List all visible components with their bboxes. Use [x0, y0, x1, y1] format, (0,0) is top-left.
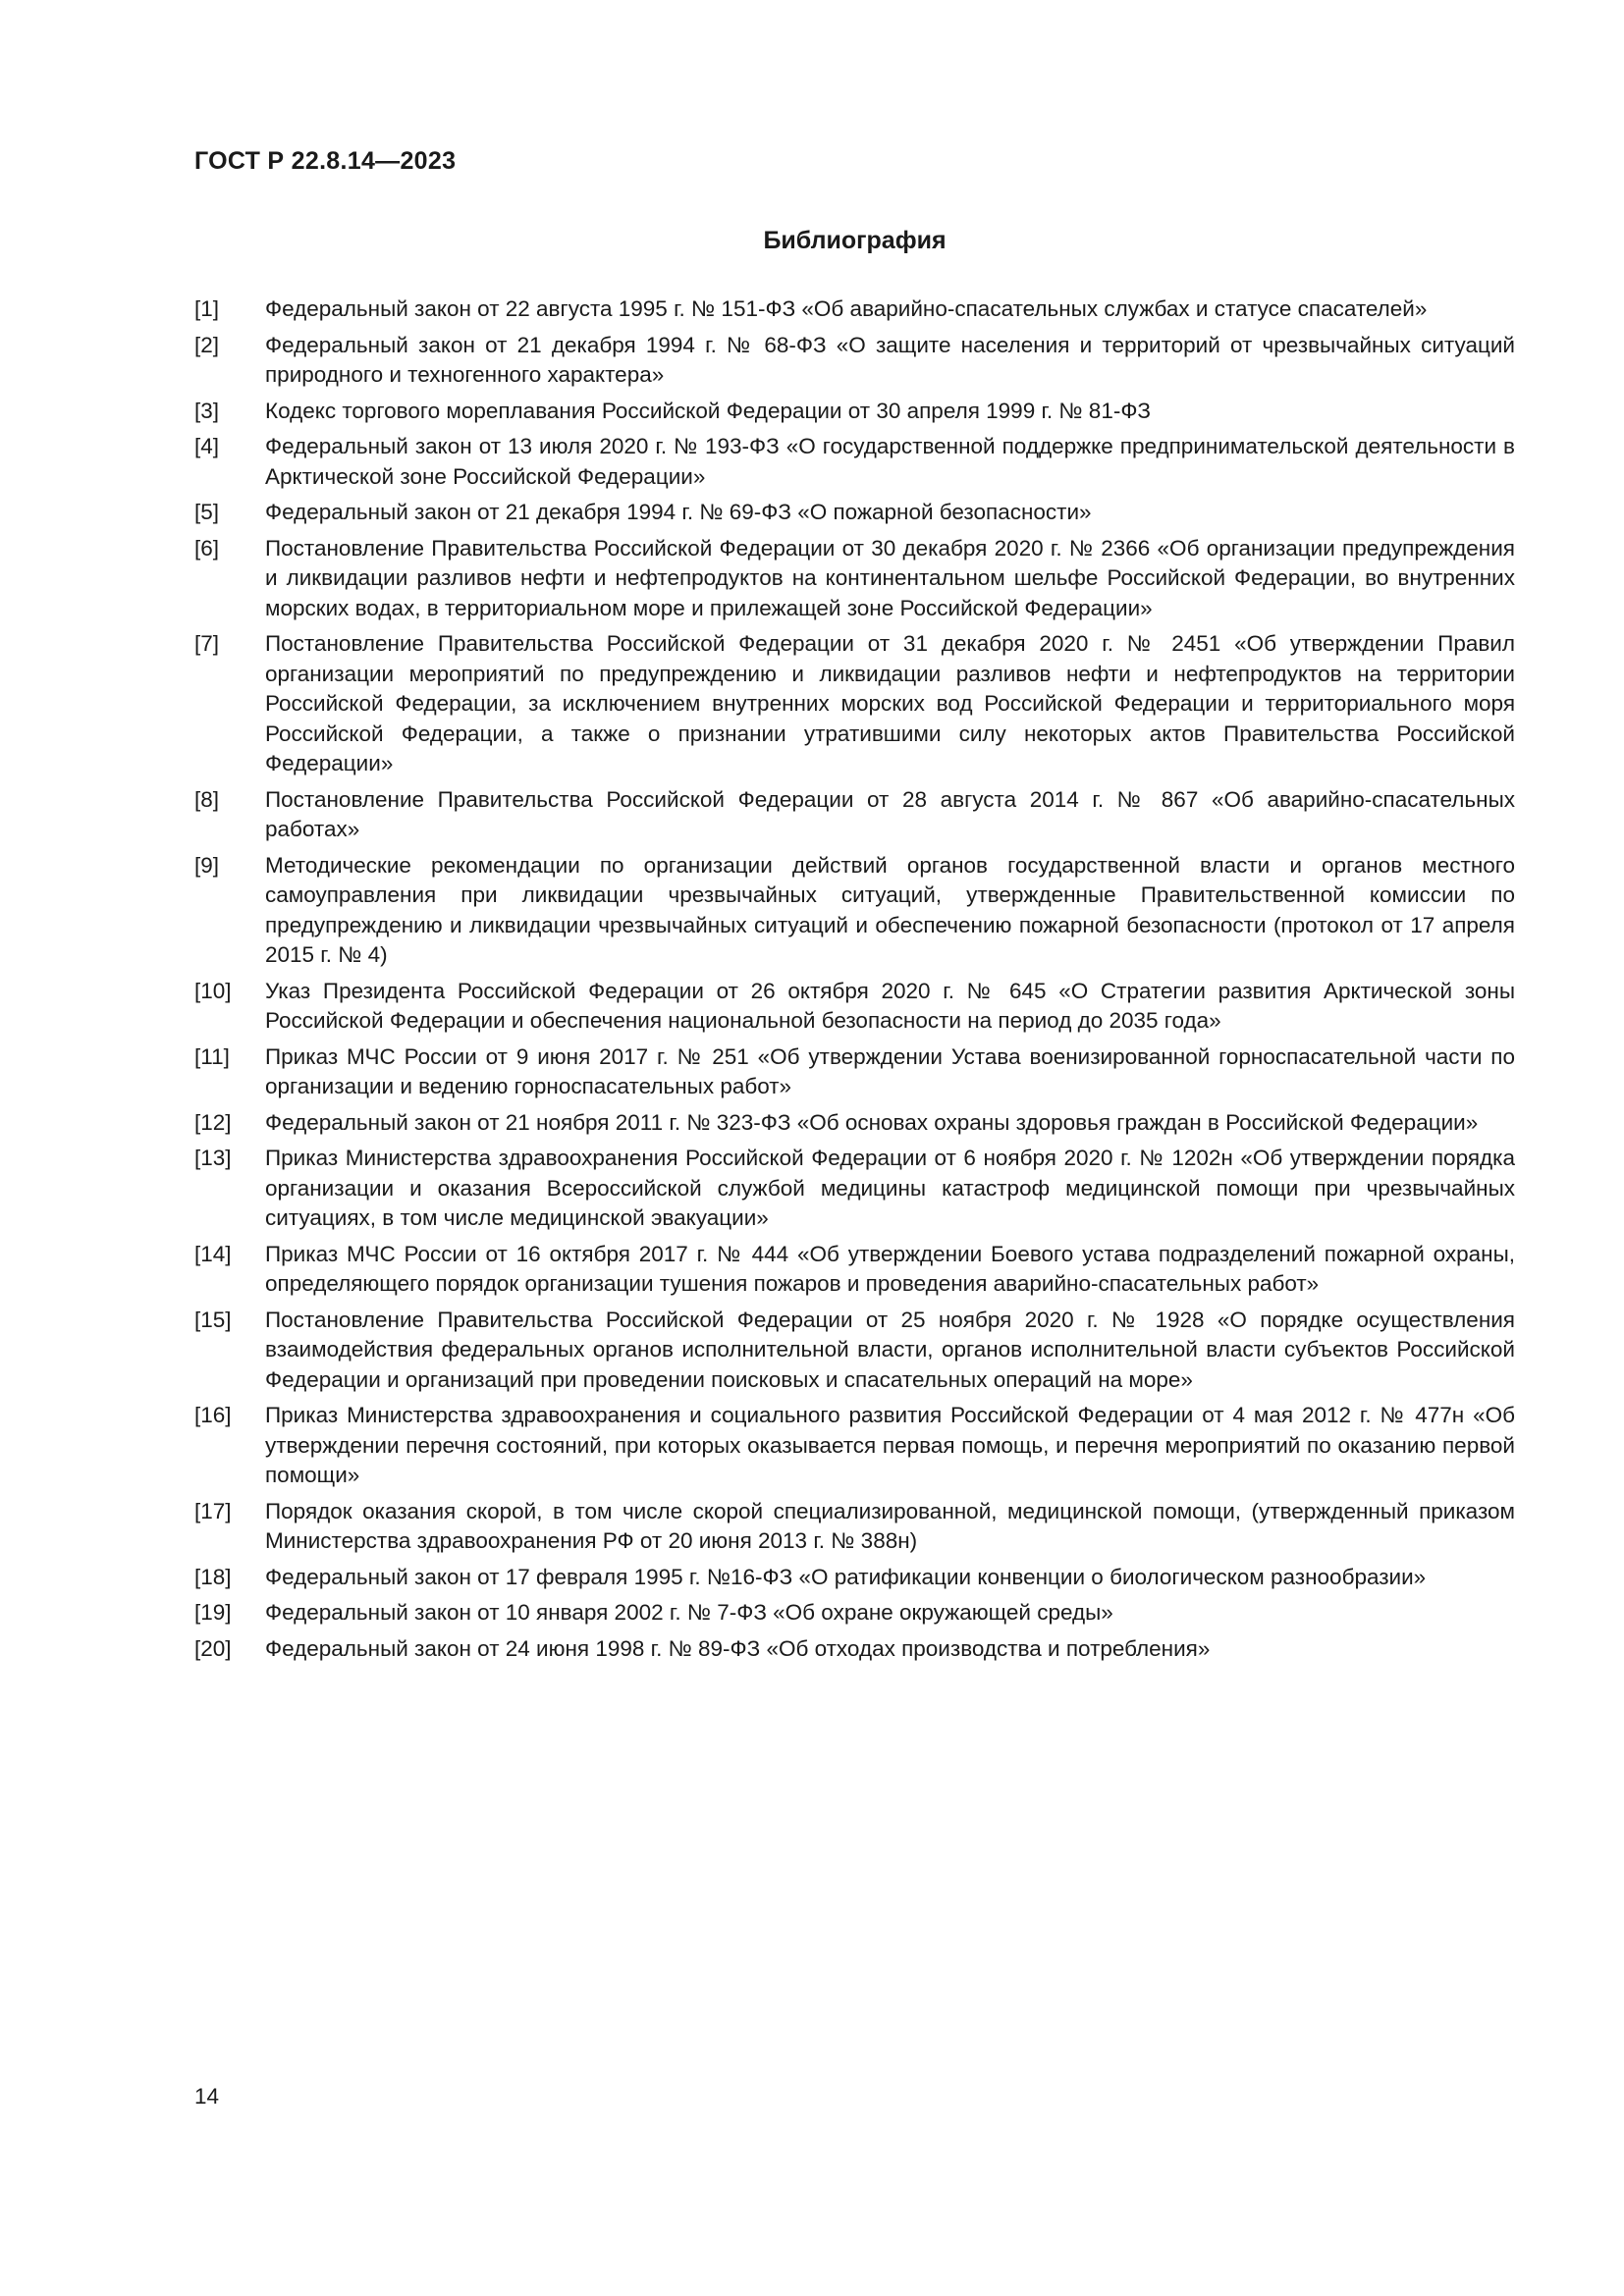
bibliography-entry [194, 1144, 1515, 1234]
entry-text: Федеральный закон от 10 января 2002 г. № 7-ФЗ «Об охране окружающей среды» [265, 1600, 1113, 1625]
entry-text: Приказ МЧС России от 16 октября 2017 г. № 444 «Об утверждении Боевого устава подразделений пожарной охраны, определяющего порядок организации тушения пожаров и проведения аварийно-спасательных работ» [265, 1241, 1515, 1296]
entry-number: [7] [194, 631, 220, 656]
entry-text: Федеральный закон от 17 февраля 1995 г. №16-ФЗ «О ратификации конвенции о биологическом разнообразии» [265, 1564, 1427, 1589]
entry-text: Кодекс торгового мореплавания Российской Федерации от 30 апреля 1999 г. № 81-ФЗ [265, 398, 1152, 423]
entry-text: Постановление Правительства Российской Федерации от 25 ноября 2020 г. № 1928 «О порядке осуществления взаимодействия федеральных органов исполнительной власти, органов исполнительной власти субъектов Российской Федерации и организаций при проведении поисковых и спасательных операций на море» [265, 1307, 1515, 1392]
entry-number: [19] [194, 1600, 232, 1625]
entry-number: [2] [194, 332, 220, 357]
entry-text: Федеральный закон от 22 августа 1995 г. № 151-ФЗ «Об аварийно-спасательных службах и статусе спасателей» [265, 296, 1428, 321]
bibliography-entry [194, 1598, 1515, 1629]
entry-text: Приказ Министерства здравоохранения Российской Федерации от 6 ноября 2020 г. № 1202н «Об утверждении порядка организации и оказания Всероссийской службой медицины катастроф медицинской помощи при чрезвычайных ситуациях, в том числе медицинской эвакуации» [265, 1146, 1515, 1230]
bibliography-list [194, 294, 1515, 1670]
entry-number: [11] [194, 1043, 230, 1069]
entry-number: [4] [194, 434, 220, 458]
bibliography-entry [194, 1042, 1515, 1102]
entry-number: [12] [194, 1109, 232, 1135]
entry-text: Постановление Правительства Российской Федерации от 30 декабря 2020 г. № 2366 «Об организации предупреждения и ликвидации разливов нефти и нефтепродуктов на континентальном шельфе Российской Федерации, во внутренних морских водах, в территориальном море и прилежащей зоне Российской Федерации» [265, 535, 1515, 620]
bibliography-entry [194, 1240, 1515, 1300]
entry-number: [5] [194, 500, 220, 524]
bibliography-entry [194, 977, 1515, 1037]
entry-number: [14] [194, 1241, 232, 1266]
entry-number: [15] [194, 1307, 232, 1332]
bibliography-entry [194, 534, 1515, 624]
bibliography-entry [194, 1563, 1515, 1593]
bibliography-entry [194, 498, 1515, 528]
bibliography-entry [194, 1401, 1515, 1491]
entry-text: Указ Президента Российской Федерации от 26 октября 2020 г. № 645 «О Стратегии развития Арктической зоны Российской Федерации и обеспечения национальной безопасности на период до 2035 года» [265, 978, 1515, 1033]
entry-number: [8] [194, 786, 220, 812]
entry-number: [18] [194, 1564, 232, 1589]
bibliography-entry [194, 785, 1515, 845]
entry-number: [20] [194, 1635, 232, 1661]
bibliography-entry [194, 629, 1515, 779]
entry-text: Федеральный закон от 13 июля 2020 г. № 193-ФЗ «О государственной поддержке предпринимательской деятельности в Арктической зоне Российской Федерации» [265, 434, 1515, 489]
page-number: 14 [194, 2084, 220, 2109]
entry-text: Приказ Министерства здравоохранения и социального развития Российской Федерации от 4 мая 2012 г. № 477н «Об утверждении перечня состояний, при которых оказывается первая помощь, и перечня мероприятий по оказанию первой помощи» [265, 1403, 1515, 1487]
entry-text: Федеральный закон от 21 ноября 2011 г. № 323-ФЗ «Об основах охраны здоровья граждан в Российской Федерации» [265, 1109, 1479, 1135]
bibliography-entry [194, 294, 1515, 325]
entry-number: [3] [194, 398, 220, 423]
entry-text: Порядок оказания скорой, в том числе скорой специализированной, медицинской помощи, (утвержденный приказом Министерства здравоохранения РФ от 20 июня 2013 г. № 388н) [265, 1498, 1515, 1553]
bibliography-entry [194, 1306, 1515, 1396]
bibliography-entry [194, 851, 1515, 971]
bibliography-entry [194, 331, 1515, 391]
document-code: ГОСТ Р 22.8.14—2023 [194, 147, 457, 175]
entry-text: Федеральный закон от 21 декабря 1994 г. № 69-ФЗ «О пожарной безопасности» [265, 500, 1092, 524]
entry-text: Методические рекомендации по организации действий органов государственной власти и органов местного самоуправления при ликвидации чрезвычайных ситуаций, утвержденные Правительственной комиссии по предупреждению и ликвидации чрезвычайных ситуаций и обеспечению пожарной безопасности (протокол от 17 апреля 2015 г. № 4) [265, 852, 1515, 967]
entry-text: Постановление Правительства Российской Федерации от 31 декабря 2020 г. № 2451 «Об утверждении Правил организации мероприятий по предупреждению и ликвидации разливов нефти и нефтепродуктов на территории Российской Федерации, за исключением внутренних морских вод Российской Федерации и территориального моря Российской Федерации, а также о признании утратившими силу некоторых актов Правительства Российской Федерации» [265, 631, 1515, 775]
entry-text: Постановление Правительства Российской Федерации от 28 августа 2014 г. № 867 «Об аварийно-спасательных работах» [265, 786, 1515, 841]
section-title: Библиография [763, 227, 947, 254]
entry-number: [9] [194, 852, 220, 878]
entry-number: [13] [194, 1146, 232, 1170]
bibliography-entry [194, 1108, 1515, 1139]
entry-number: [1] [194, 296, 220, 321]
entry-text: Федеральный закон от 24 июня 1998 г. № 89-ФЗ «Об отходах производства и потребления» [265, 1635, 1211, 1661]
entry-number: [16] [194, 1403, 232, 1427]
entry-number: [17] [194, 1498, 232, 1523]
bibliography-entry [194, 397, 1515, 427]
entry-text: Федеральный закон от 21 декабря 1994 г. № 68-ФЗ «О защите населения и территорий от чрезвычайных ситуаций природного и техногенного характера» [265, 332, 1515, 387]
bibliography-entry [194, 1634, 1515, 1665]
bibliography-entry [194, 432, 1515, 492]
bibliography-entry [194, 1497, 1515, 1557]
entry-number: [6] [194, 535, 220, 561]
entry-number: [10] [194, 978, 232, 1003]
entry-text: Приказ МЧС России от 9 июня 2017 г. № 251 «Об утверждении Устава военизированной горноспасательной части по организации и ведению горноспасательных работ» [265, 1043, 1515, 1098]
